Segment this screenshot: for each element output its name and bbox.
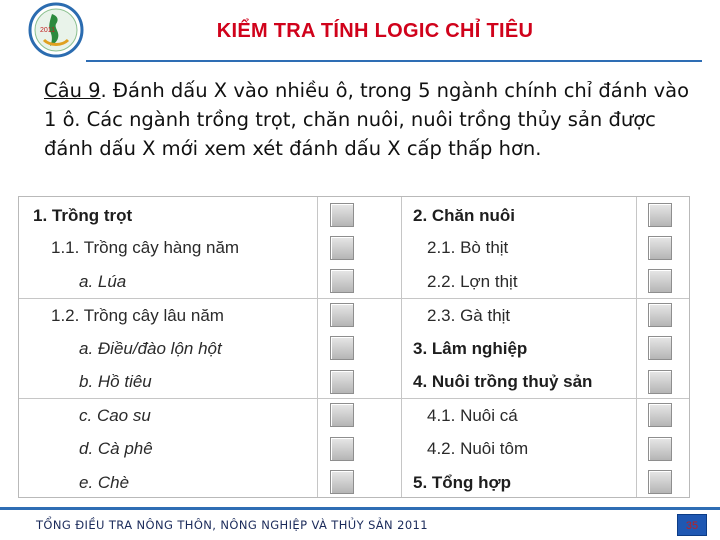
- column-divider: [401, 197, 402, 497]
- checkbox-dieu[interactable]: [330, 336, 354, 360]
- checkbox-lam-nghiep[interactable]: [648, 336, 672, 360]
- question-body: . Đánh dấu X vào nhiều ô, trong 5 ngành chính chỉ đánh vào 1 ô. Các ngành trồng trọt, chăn nuôi, nuôi trồng thủy sản được đánh dấu X mới xem xét đánh dấu X cấp thấp hơn.: [44, 79, 690, 160]
- checkbox-bo-thit[interactable]: [648, 236, 672, 260]
- industry-checklist-table: [18, 196, 690, 498]
- title-divider: [86, 60, 702, 62]
- checkbox-lua[interactable]: [330, 269, 354, 293]
- checkbox-ho-tieu[interactable]: [330, 370, 354, 394]
- right-row-9: 5. Tổng hợp: [413, 473, 512, 492]
- checkbox-cay-lau-nam[interactable]: [330, 303, 354, 327]
- right-row-3: 2.2. Lợn thịt: [427, 272, 518, 291]
- logo-year: 2011: [40, 27, 56, 34]
- page-title: KIỂM TRA TÍNH LOGIC CHỈ TIÊU: [216, 20, 534, 42]
- checkbox-cay-hang-nam[interactable]: [330, 236, 354, 260]
- question-text: [44, 76, 694, 163]
- checkbox-ca-phe[interactable]: [330, 437, 354, 461]
- footer-text: TỔNG ĐIỀU TRA NÔNG THÔN, NÔNG NGHIỆP VÀ THỦY SẢN 2011: [36, 518, 428, 532]
- page-number-badge: 35: [677, 514, 707, 536]
- left-row-3: a. Lúa: [79, 272, 127, 291]
- right-row-8: 4.2. Nuôi tôm: [427, 439, 529, 458]
- left-row-5: a. Điều/đào lộn hột: [79, 339, 222, 358]
- right-row-4: 2.3. Gà thịt: [427, 306, 511, 325]
- checkbox-tong-hop[interactable]: [648, 470, 672, 494]
- checkbox-ga-thit[interactable]: [648, 303, 672, 327]
- left-row-7: c. Cao su: [79, 406, 151, 425]
- row-divider: [19, 298, 689, 299]
- question-label: Câu 9: [44, 79, 101, 102]
- footer-divider: [0, 507, 720, 510]
- checkbox-trong-trot[interactable]: [330, 203, 354, 227]
- left-row-2: 1.1. Trồng cây hàng năm: [51, 238, 240, 257]
- checkbox-che[interactable]: [330, 470, 354, 494]
- checkbox-nuoi-tom[interactable]: [648, 437, 672, 461]
- checkbox-nuoi-ca[interactable]: [648, 403, 672, 427]
- left-row-4: 1.2. Trồng cây lâu năm: [51, 306, 224, 325]
- column-divider: [317, 197, 318, 497]
- column-divider: [636, 197, 637, 497]
- checkbox-cao-su[interactable]: [330, 403, 354, 427]
- right-row-5: 3. Lâm nghiệp: [413, 339, 528, 358]
- checkbox-chan-nuoi[interactable]: [648, 203, 672, 227]
- left-row-6: b. Hồ tiêu: [79, 372, 152, 391]
- right-row-7: 4.1. Nuôi cá: [427, 406, 518, 425]
- right-row-2: 2.1. Bò thịt: [427, 238, 509, 257]
- right-row-6: 4. Nuôi trồng thuỷ sản: [413, 372, 593, 391]
- checkbox-thuy-san[interactable]: [648, 370, 672, 394]
- checkbox-lon-thit[interactable]: [648, 269, 672, 293]
- left-row-1: 1. Trồng trọt: [33, 206, 133, 225]
- row-divider: [19, 398, 689, 399]
- right-row-1: 2. Chăn nuôi: [413, 206, 515, 225]
- left-row-9: e. Chè: [79, 473, 130, 492]
- left-row-8: d. Cà phê: [79, 439, 153, 458]
